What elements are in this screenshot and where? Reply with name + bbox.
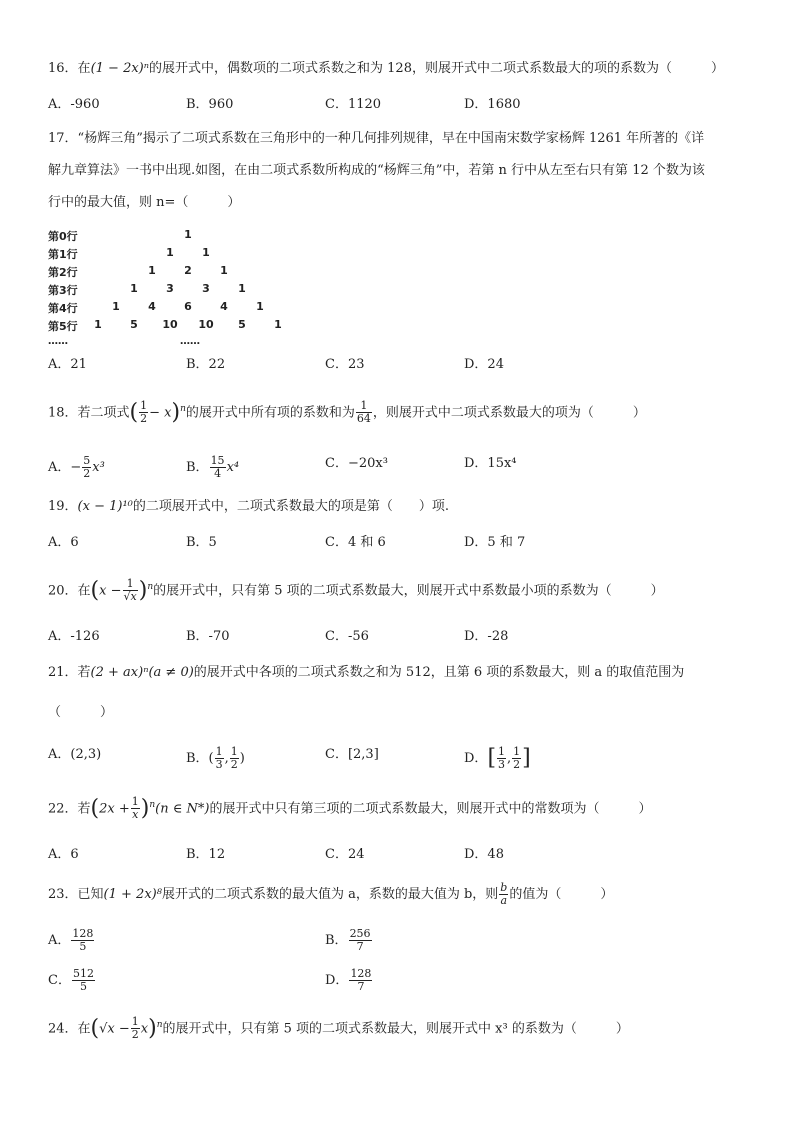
paren-right: )	[140, 795, 150, 821]
option-label: C．	[48, 973, 71, 988]
fraction	[71, 928, 94, 953]
numerator: 1	[123, 578, 138, 591]
option-d: D．[ $\frac{1}{3}$ , $\frac{1}{2}$ ]	[464, 745, 531, 771]
option-c: C．1120	[325, 97, 382, 112]
denominator: 3	[215, 758, 223, 771]
paren-right: )	[171, 399, 181, 425]
triangle-value: 1	[274, 318, 282, 331]
option-a: A．-960	[48, 97, 100, 112]
option-c	[48, 968, 96, 993]
triangle-value: 5	[130, 318, 138, 331]
fraction	[497, 746, 506, 771]
question-19	[48, 498, 449, 516]
option-c: C．24	[325, 847, 365, 862]
option-b	[186, 455, 239, 480]
row-label: 第5行	[48, 320, 78, 333]
option-d: D．-28	[464, 629, 509, 644]
question-21	[48, 664, 684, 682]
option-label: B．	[186, 460, 209, 475]
question-21-line2: （ ）	[48, 705, 114, 720]
math-expression: − x	[149, 405, 172, 421]
denominator: 4	[214, 467, 222, 480]
text: 在	[77, 61, 91, 76]
triangle-row	[48, 228, 348, 244]
option-label: A．	[48, 933, 71, 948]
exponent: n	[149, 800, 156, 810]
options-19	[48, 534, 748, 552]
question-18	[48, 400, 646, 425]
option-d: D．48	[464, 847, 504, 862]
option-b: B．22	[186, 357, 226, 372]
fraction	[72, 968, 95, 993]
option-a	[48, 928, 95, 953]
bracket-left: [	[487, 745, 497, 771]
denominator: 5	[79, 940, 87, 953]
question-text: 的展开式中所有项的系数和为	[185, 405, 355, 421]
option-b: B．-70	[186, 629, 230, 644]
math-expression: x −	[99, 583, 122, 599]
option-d: D．5 和 7	[464, 535, 526, 550]
option-a: A．21	[48, 357, 87, 372]
triangle-row	[48, 246, 348, 262]
question-number: 22．若	[48, 801, 91, 817]
numerator: 256	[349, 927, 371, 940]
math-expression: x⁴	[226, 460, 240, 475]
exponent: n	[180, 404, 186, 414]
option-d: D．1680	[464, 97, 521, 112]
triangle-row	[48, 282, 348, 298]
triangle-row	[48, 264, 348, 280]
question-17-line2: 解九章算法》一书中出现.如图，在由二项式系数所构成的“杨辉三角”中，若第 n 行中从左至右只有第 12 个数为该	[48, 163, 705, 178]
question-20	[48, 578, 664, 603]
denominator: 2	[140, 412, 148, 426]
paren-left: (	[129, 399, 139, 425]
triangle-value: 3	[166, 282, 174, 295]
option-label: B．(	[186, 751, 214, 766]
math-expression: 2x +	[99, 801, 130, 817]
question-text: 的展开式中只有第三项的二项式系数最大，则展开式中的常数项为（ ）	[209, 801, 652, 817]
option-b: B．960	[186, 97, 234, 112]
triangle-value: 4	[148, 300, 156, 313]
denominator: a	[500, 894, 508, 907]
numerator: 1	[131, 795, 139, 809]
math-expression: (2 + ax)ⁿ(a ≠ 0)	[90, 665, 194, 680]
triangle-value: 10	[198, 318, 214, 331]
condition: (n ∈ N*)	[155, 801, 210, 817]
row-label: 第4行	[48, 302, 78, 315]
numerator: 1	[131, 1015, 139, 1029]
row-label: 第1行	[48, 248, 78, 261]
option-a: A．6	[48, 847, 79, 862]
triangle-value: 4	[220, 300, 228, 313]
option-label: A．−	[48, 460, 82, 475]
triangle-value: 1	[130, 282, 138, 295]
option-label: D．	[325, 973, 349, 988]
option-b: B．( $\frac{1}{3}$ , $\frac{1}{2}$ )	[186, 745, 245, 771]
option-label: B．	[325, 933, 348, 948]
option-c: C．4 和 6	[325, 535, 386, 550]
paren-right: )	[239, 751, 245, 766]
numerator: b	[500, 881, 508, 894]
triangle-row	[48, 318, 348, 334]
triangle-value: 1	[220, 264, 228, 277]
options-18	[48, 454, 748, 480]
bracket-right: ]	[522, 745, 531, 771]
numerator: 512	[72, 967, 94, 980]
options-16	[48, 96, 748, 114]
fraction	[349, 968, 372, 993]
option-d	[325, 968, 373, 993]
fraction	[499, 882, 508, 907]
triangle-value: 1	[256, 300, 264, 313]
numerator: 1	[513, 745, 521, 758]
paren-right: )	[148, 1015, 157, 1041]
option-a: A．6	[48, 535, 79, 550]
numerator: 1	[230, 745, 238, 758]
numerator: 128	[350, 967, 372, 980]
question-text: 展开式的二项式系数的最大值为 a，系数的最大值为 b，则	[161, 887, 499, 902]
denominator: √x	[123, 590, 137, 604]
question-23	[48, 882, 613, 907]
question-number: 19．	[48, 499, 78, 514]
denominator: 2	[83, 467, 91, 480]
fraction	[230, 746, 239, 771]
option-c: C．-56	[325, 629, 369, 644]
fraction	[349, 928, 372, 953]
numerator: 15	[210, 454, 225, 467]
question-text: 的二项展开式中，二项式系数最大的项是第（ ）项.	[132, 499, 450, 514]
question-22	[48, 796, 651, 821]
fraction	[139, 400, 148, 425]
options-17	[48, 356, 748, 374]
question-text: 的展开式中，偶数项的二项式系数之和为 128，则展开式中二项式系数最大的项的系数为（ ）	[149, 61, 724, 76]
fraction	[131, 1016, 140, 1041]
triangle-value: 1	[238, 282, 246, 295]
option-c: C．[2,3]	[325, 747, 379, 762]
fraction	[131, 796, 140, 821]
math-expression: (x − 1)¹⁰	[77, 499, 133, 514]
exponent: n	[156, 1020, 163, 1030]
denominator: 5	[79, 980, 87, 993]
math-expression: (1 + 2x)⁸	[103, 887, 162, 902]
triangle-value: 5	[238, 318, 246, 331]
continuation-dots: ……	[180, 336, 200, 347]
question-24	[48, 1016, 629, 1041]
triangle-value: 1	[202, 246, 210, 259]
option-a: A．(2,3)	[48, 747, 102, 762]
question-16	[48, 60, 724, 78]
question-text: 的展开式中各项的二项式系数之和为 512，且第 6 项的系数最大，则 a 的取值范围为	[193, 665, 685, 680]
options-23-row1	[48, 922, 748, 952]
triangle-value: 10	[162, 318, 178, 331]
triangle-value: 1	[94, 318, 102, 331]
numerator: 128	[72, 927, 94, 940]
row-label: 第0行	[48, 230, 78, 243]
denominator: 2	[513, 758, 521, 771]
options-21	[48, 745, 748, 771]
question-number: 21．若	[48, 665, 91, 680]
triangle-value: 1	[184, 228, 192, 241]
options-22	[48, 846, 748, 864]
question-text: 的值为（ ）	[509, 887, 614, 902]
option-b: B．5	[186, 535, 217, 550]
fraction	[82, 455, 91, 480]
numerator: 5	[83, 454, 91, 467]
option-b: B．12	[186, 847, 226, 862]
option-a: A．-126	[48, 629, 100, 644]
denominator: 7	[357, 980, 365, 993]
option-label: D．	[464, 751, 488, 766]
paren-right: )	[138, 577, 148, 603]
option-d: D．15x⁴	[464, 456, 517, 471]
math-expression: x	[140, 1021, 149, 1037]
triangle-value: 3	[202, 282, 210, 295]
option-a	[48, 455, 105, 480]
denominator: 64	[356, 412, 371, 426]
option-d: D．24	[464, 357, 504, 372]
option-c: C．−20x³	[325, 456, 388, 471]
question-17-line3: 行中的最大值，则 n=（ ）	[48, 195, 241, 210]
denominator: 2	[230, 758, 238, 771]
question-number: 18．若二项式	[48, 405, 130, 421]
paren-left: (	[90, 1015, 100, 1041]
continuation-dots: ……	[48, 336, 68, 347]
triangle-value: 1	[112, 300, 120, 313]
row-label: 第3行	[48, 284, 78, 297]
question-number: 23．已知	[48, 887, 104, 902]
row-label: 第2行	[48, 266, 78, 279]
paren-left: (	[90, 795, 100, 821]
numerator: 1	[140, 399, 148, 413]
numerator: 1	[498, 745, 506, 758]
fraction	[210, 455, 226, 480]
option-c: C．23	[325, 357, 365, 372]
math-expression: x³	[92, 460, 105, 475]
triangle-row	[48, 300, 348, 316]
question-text: ，则展开式中二项式系数最大的项为（ ）	[372, 405, 646, 421]
options-23-row2	[48, 962, 748, 992]
question-number: 16．	[48, 61, 78, 76]
fraction	[356, 400, 372, 425]
triangle-value: 1	[148, 264, 156, 277]
question-number: 20．在	[48, 583, 91, 599]
denominator: 2	[131, 1028, 139, 1042]
numerator: 1	[215, 745, 223, 758]
math-expression: (1 − 2x)ⁿ	[90, 61, 150, 76]
denominator: x	[132, 808, 139, 822]
paren-left: (	[90, 577, 100, 603]
numerator: 1	[356, 400, 372, 413]
triangle-value: 2	[184, 264, 192, 277]
option-b	[325, 928, 373, 953]
triangle-value: 6	[184, 300, 192, 313]
question-number: 24．在	[48, 1021, 91, 1037]
fraction	[123, 578, 138, 603]
question-text: 的展开式中，只有第 5 项的二项式系数最大，则展开式中 x³ 的系数为（ ）	[162, 1021, 629, 1037]
question-text: 的展开式中，只有第 5 项的二项式系数最大，则展开式中系数最小项的系数为（ ）	[153, 583, 664, 599]
exponent: n	[147, 582, 154, 592]
math-expression: √x −	[99, 1021, 130, 1037]
denominator: 3	[498, 758, 506, 771]
options-20	[48, 628, 748, 646]
denominator: 7	[356, 940, 364, 953]
fraction	[512, 746, 521, 771]
question-17-line1: 17．“杨辉三角”揭示了二项式系数在三角形中的一种几何排列规律，早在中国南宋数学家杨辉 1261 年所著的《详	[48, 131, 705, 146]
triangle-value: 1	[166, 246, 174, 259]
fraction	[215, 746, 224, 771]
